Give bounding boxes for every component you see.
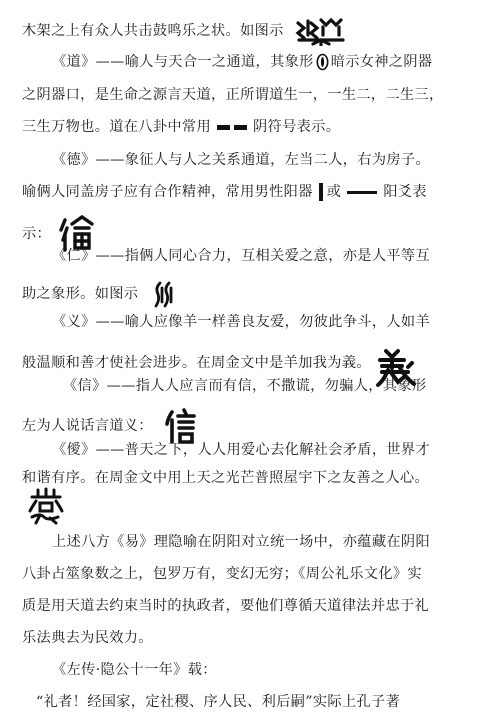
yang-line-icon — [347, 191, 377, 194]
paragraph-line — [52, 52, 432, 72]
paragraph-line — [22, 280, 175, 308]
text-run: 《仁》——指俩人同心合力，互相关爱之意，亦是人平等互 — [52, 248, 430, 264]
yang-organ-bar-icon — [319, 183, 323, 201]
text-run: 示： — [22, 226, 52, 242]
text-run: 《僾》——普天之下，人人用爱心去化解社会矛盾，世界才 — [52, 442, 430, 458]
paragraph-line — [52, 660, 217, 680]
paragraph-line — [22, 85, 444, 105]
paragraph-line — [22, 628, 153, 648]
paragraph-line — [22, 182, 427, 202]
text-run: 《德》——象征人与人之关系通道，左当二人，右为房子。 — [52, 152, 430, 168]
text-run: 之阴器口，是生命之源言天道，正所谓道生一，一生二，二生三， — [22, 87, 444, 103]
paragraph-line — [52, 246, 430, 266]
text-run: 乐法典去为民效力。 — [22, 630, 153, 646]
text-run: 木架之上有众人共击鼓鸣乐之状。如图示 — [22, 23, 284, 39]
paragraph-line — [22, 564, 422, 584]
text-run: 《信》——指人人应言而有信，不撒谎，勿骗人，其象形 — [63, 378, 427, 394]
paragraph-line — [22, 16, 347, 46]
ren-ancient-glyph-icon — [153, 280, 175, 308]
yin-line-icon — [217, 125, 247, 130]
paragraph-line — [22, 596, 429, 616]
text-run: 质是用天道去约束当时的执政者，要他们尊循天道律法并忠于礼 — [22, 598, 430, 614]
text-run: 《左传·隐公十一年》载： — [52, 662, 217, 678]
paragraph-line — [36, 692, 400, 712]
text-run: 喻俩人同盖房子应有合作精神，常用男性阳器 — [22, 184, 313, 200]
text-run: 助之象形。如图示 — [22, 286, 139, 302]
music-drum-glyph-icon — [295, 16, 347, 46]
xin-ancient-glyph-icon — [164, 408, 198, 444]
text-run: 《义》——喻人应像羊一样善良友爱，勿彼此争斗，人如羊 — [52, 314, 430, 330]
text-run: 三生万物也。道在八卦中常用 — [22, 119, 211, 135]
text-run: 般温顺和善才使社会进步。在周金文中是羊加我为義。 — [22, 355, 371, 371]
text-run: “礼者！经国家，定社稷、序人民、利后嗣”实际上孔子著 — [36, 694, 401, 710]
text-run: 《道》——喻人与天合一之通道，其象形 — [52, 54, 314, 70]
paragraph-line — [52, 532, 430, 552]
text-run: 暗示女神之阴器 — [330, 54, 433, 70]
text-run: 和谐有序。在周金文中用上天之光芒普照屋宇下之友善之人心。 — [22, 470, 430, 486]
text-run: 阳爻表 — [383, 184, 427, 200]
paragraph-line — [22, 408, 198, 444]
text-run: 或 — [326, 184, 342, 200]
paragraph-line — [22, 468, 429, 488]
text-run: 阴符号表示。 — [253, 119, 341, 135]
paragraph-line — [52, 312, 430, 332]
paragraph-line — [52, 440, 430, 460]
text-run: 上述八方《易》理隐喻在阴阳对立统一场中，亦蕴藏在阴阳 — [52, 534, 430, 550]
text-run: 左为人说话言道义： — [22, 418, 153, 434]
ai-ancient-glyph-icon — [26, 487, 64, 529]
paragraph-line — [52, 150, 430, 170]
paragraph-line — [63, 376, 426, 396]
dao-vulva-glyph-icon — [316, 53, 329, 71]
paragraph-line — [22, 117, 340, 137]
text-run: 八卦占筮象数之上，包罗万有，变幻无穷；《周公礼乐文化》实 — [22, 566, 422, 582]
